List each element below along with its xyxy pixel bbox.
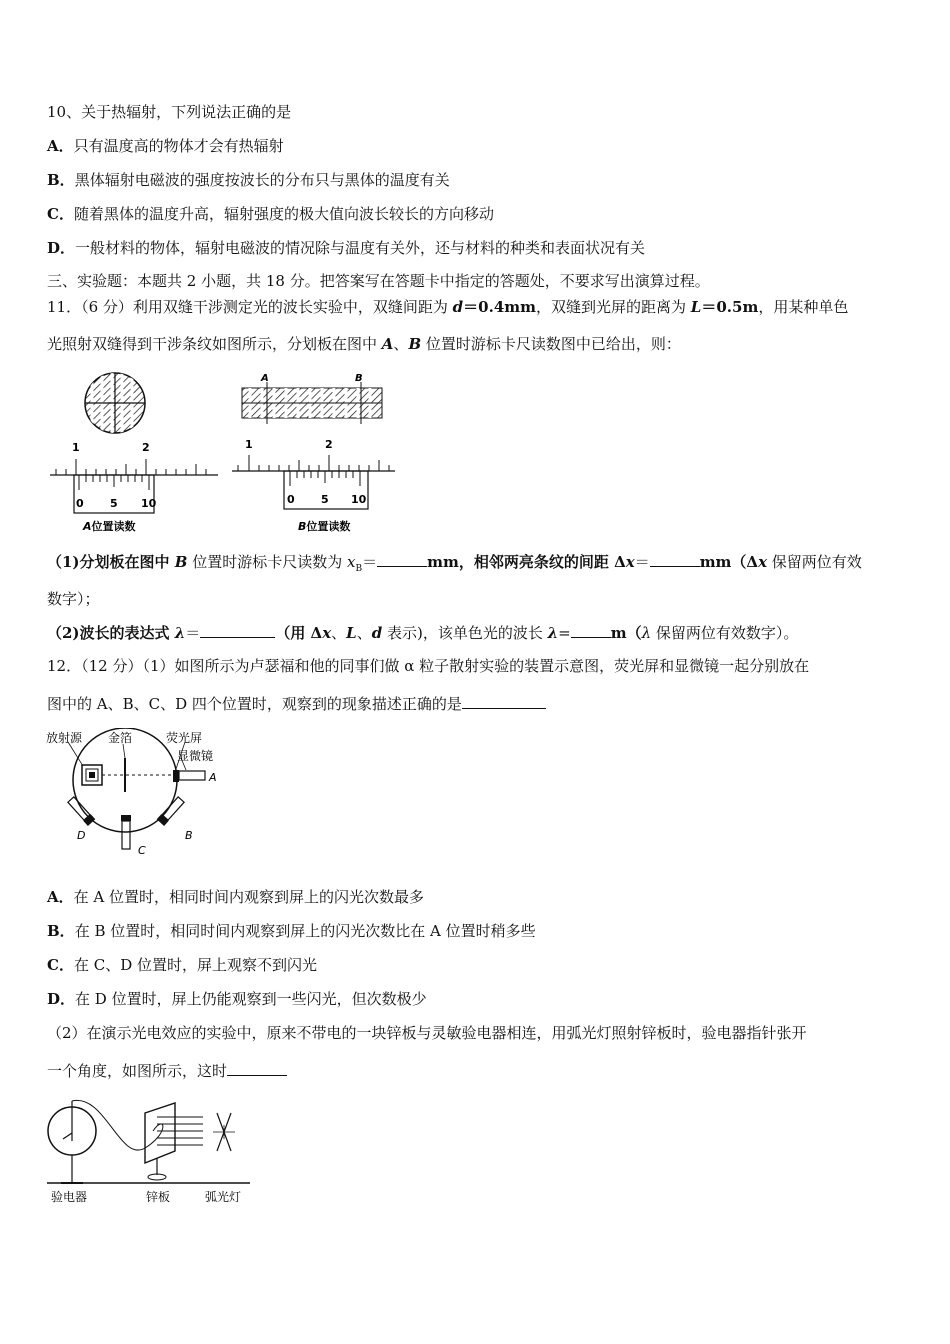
q12-part2-line1: （2）在演示光电效应的实验中，原来不带电的一块锌板与灵敏验电器相连，用弧光灯照射锌板时，验电器指针张开 [47, 1024, 807, 1042]
label-electroscope: 验电器 [51, 1190, 88, 1204]
vernier-a [50, 441, 218, 533]
alpha-scattering-figure [45, 728, 235, 858]
subscript: B [355, 564, 363, 574]
vernier-0: 0 [76, 497, 84, 510]
option-text: 在 C、D 位置时，屏上观察不到闪光 [73, 956, 317, 974]
answer-blank[interactable] [571, 623, 611, 638]
vernier-5: 5 [321, 493, 329, 506]
q12-option-d [47, 989, 427, 1009]
label-pos-a: A [209, 771, 217, 784]
text: ＝ [634, 553, 650, 571]
label-pos-b: B [185, 829, 193, 842]
q11-part2 [47, 623, 798, 643]
vernier-10: 10 [351, 493, 367, 506]
answer-blank[interactable] [200, 623, 275, 638]
answer-blank[interactable] [462, 694, 546, 709]
q12-part2-line2 [47, 1061, 287, 1081]
section-heading: 三、实验题：本题共 2 小题，共 18 分。把答案写在答题卡中指定的答题处，不要求写出演算过程。 [47, 272, 710, 290]
electroscope [48, 1101, 96, 1183]
option-text: 在 A 位置时，相同时间内观察到屏上的闪光次数最多 [73, 888, 425, 906]
text: （用 Δ [275, 624, 323, 642]
option-letter: C． [47, 956, 74, 974]
answer-blank[interactable] [650, 552, 700, 567]
text: （2)波长的表达式 [47, 624, 175, 642]
var-B: B [408, 335, 422, 353]
text: （1)分划板在图中 [47, 553, 175, 571]
photoelectric-figure [45, 1093, 255, 1205]
arc-lamp-icon [213, 1113, 235, 1151]
text: 、 [393, 335, 409, 353]
q10-option-d [47, 238, 645, 258]
label-screen: 荧光屏 [166, 731, 203, 745]
text: m（ [610, 624, 642, 642]
answer-blank[interactable] [377, 552, 427, 567]
caption-b [298, 519, 350, 533]
text: 表示)，该单色光的波长 [382, 624, 548, 642]
option-letter: C． [47, 205, 74, 223]
text: 光照射双缝得到干涉条纹如图所示，分划板在图中 [47, 335, 382, 353]
option-letter: D． [47, 990, 76, 1008]
text: 、 [331, 624, 347, 642]
label-foil: 金箔 [108, 731, 133, 745]
label-B: B [355, 373, 363, 384]
q12-stem-line2 [47, 694, 546, 714]
text: mm，相邻两亮条纹的间距 Δ [427, 553, 626, 571]
label-microscope: 显微镜 [177, 749, 214, 763]
zinc-plate [145, 1103, 175, 1180]
text: 位置时游标卡尺读数为 [187, 553, 347, 571]
fringe-circle [85, 368, 145, 438]
caption-var: B [298, 520, 307, 533]
option-letter: A． [47, 888, 74, 906]
text: 11．（6 分）利用双缝干涉测定光的波长实验中，双缝间距为 [47, 298, 453, 316]
scale-2: 2 [142, 441, 150, 454]
text: 一个角度，如图所示，这时 [47, 1062, 228, 1080]
text: 保留两位有效 [767, 553, 862, 571]
vernier-b [232, 438, 395, 533]
label-lamp: 弧光灯 [205, 1190, 242, 1204]
label-source: 放射源 [46, 731, 83, 745]
value-d: ＝0.4mm [463, 298, 537, 316]
var-x: x [758, 553, 768, 571]
var-A: A [381, 335, 394, 353]
vernier-0: 0 [287, 493, 295, 506]
q12-option-b [47, 921, 536, 941]
var-lambda: λ [174, 624, 186, 642]
microscope-b [157, 796, 185, 826]
scale-1: 1 [245, 438, 253, 451]
text: 图中的 A、B、C、D 四个位置时，观察到的现象描述正确的是 [47, 695, 462, 713]
option-text: 在 D 位置时，屏上仍能观察到一些闪光，但次数极少 [75, 990, 427, 1008]
var-d: d [371, 624, 383, 642]
caption-text: 位置读数 [91, 520, 136, 533]
text: 位置时游标卡尺读数图中已给出，则： [421, 335, 681, 353]
text: ，用某种单色 [758, 298, 849, 316]
answer-blank[interactable] [227, 1061, 287, 1076]
interference-vernier-figure [45, 368, 405, 540]
option-text: 随着黑体的温度升高，辐射强度的极大值向波长较长的方向移动 [73, 205, 494, 223]
vernier-5: 5 [110, 497, 118, 510]
var-L: L [690, 298, 702, 316]
q11-part1-line2: 数字）； [47, 590, 100, 608]
q12-option-c [47, 955, 317, 975]
text: = [558, 624, 571, 642]
text: ＝ [362, 553, 378, 571]
light-rays [157, 1117, 203, 1145]
text: ＝ [185, 624, 201, 642]
label-A: A [261, 373, 269, 384]
q11-stem-line2 [47, 334, 681, 354]
option-text: 在 B 位置时，相同时间内观察到屏上的闪光次数比在 A 位置时稍多些 [74, 922, 536, 940]
scale-1: 1 [72, 441, 80, 454]
var-x: x [625, 553, 635, 571]
label-pos-d: D [77, 829, 86, 842]
vernier-10: 10 [141, 497, 157, 510]
q10-option-c [47, 204, 494, 224]
caption-a [82, 519, 136, 533]
caption-var: A [83, 520, 92, 533]
microscope-a [173, 770, 205, 782]
q11-stem-line1 [47, 297, 848, 317]
q11-part1-line1 [47, 552, 862, 579]
label-pos-c: C [138, 844, 146, 857]
option-text: 只有温度高的物体才会有热辐射 [73, 137, 284, 155]
value-L: ＝0.5m [701, 298, 759, 316]
q10-option-b [47, 170, 450, 190]
option-letter: A． [47, 137, 74, 155]
text: 保留两位有效数字）。 [651, 624, 799, 642]
label-zinc: 锌板 [146, 1190, 171, 1204]
scale-2: 2 [325, 438, 333, 451]
var-L: L [346, 624, 357, 642]
var-d: d [452, 298, 464, 316]
option-letter: B． [47, 922, 75, 940]
option-letter: D． [47, 239, 76, 257]
var-lambda: λ [547, 624, 559, 642]
var-B: B [174, 553, 188, 571]
var-lambda: λ [641, 624, 652, 642]
caption-text: 位置读数 [306, 520, 351, 533]
fringe-band [242, 382, 382, 424]
var-x: x [322, 624, 332, 642]
option-text: 一般材料的物体，辐射电磁波的情况除与温度有关外，还与材料的种类和表面状况有关 [75, 239, 646, 257]
option-text: 黑体辐射电磁波的强度按波长的分布只与黑体的温度有关 [74, 171, 450, 189]
text: mm（Δ [699, 553, 759, 571]
radiation-source [82, 765, 102, 785]
q12-stem-line1: 12．（12 分）（1）如图所示为卢瑟福和他的同事们做 α 粒子散射实验的装置示意图，荧光屏和显微镜一起分别放在 [47, 657, 810, 675]
q12-option-a [47, 887, 424, 907]
text: ，双缝到光屏的距离为 [536, 298, 691, 316]
microscope-d [67, 796, 95, 826]
q10-option-a [47, 136, 284, 156]
var-x: x [347, 553, 356, 571]
q10-stem: 10、关于热辐射，下列说法正确的是 [47, 103, 292, 121]
text: 、 [356, 624, 372, 642]
option-letter: B． [47, 171, 75, 189]
